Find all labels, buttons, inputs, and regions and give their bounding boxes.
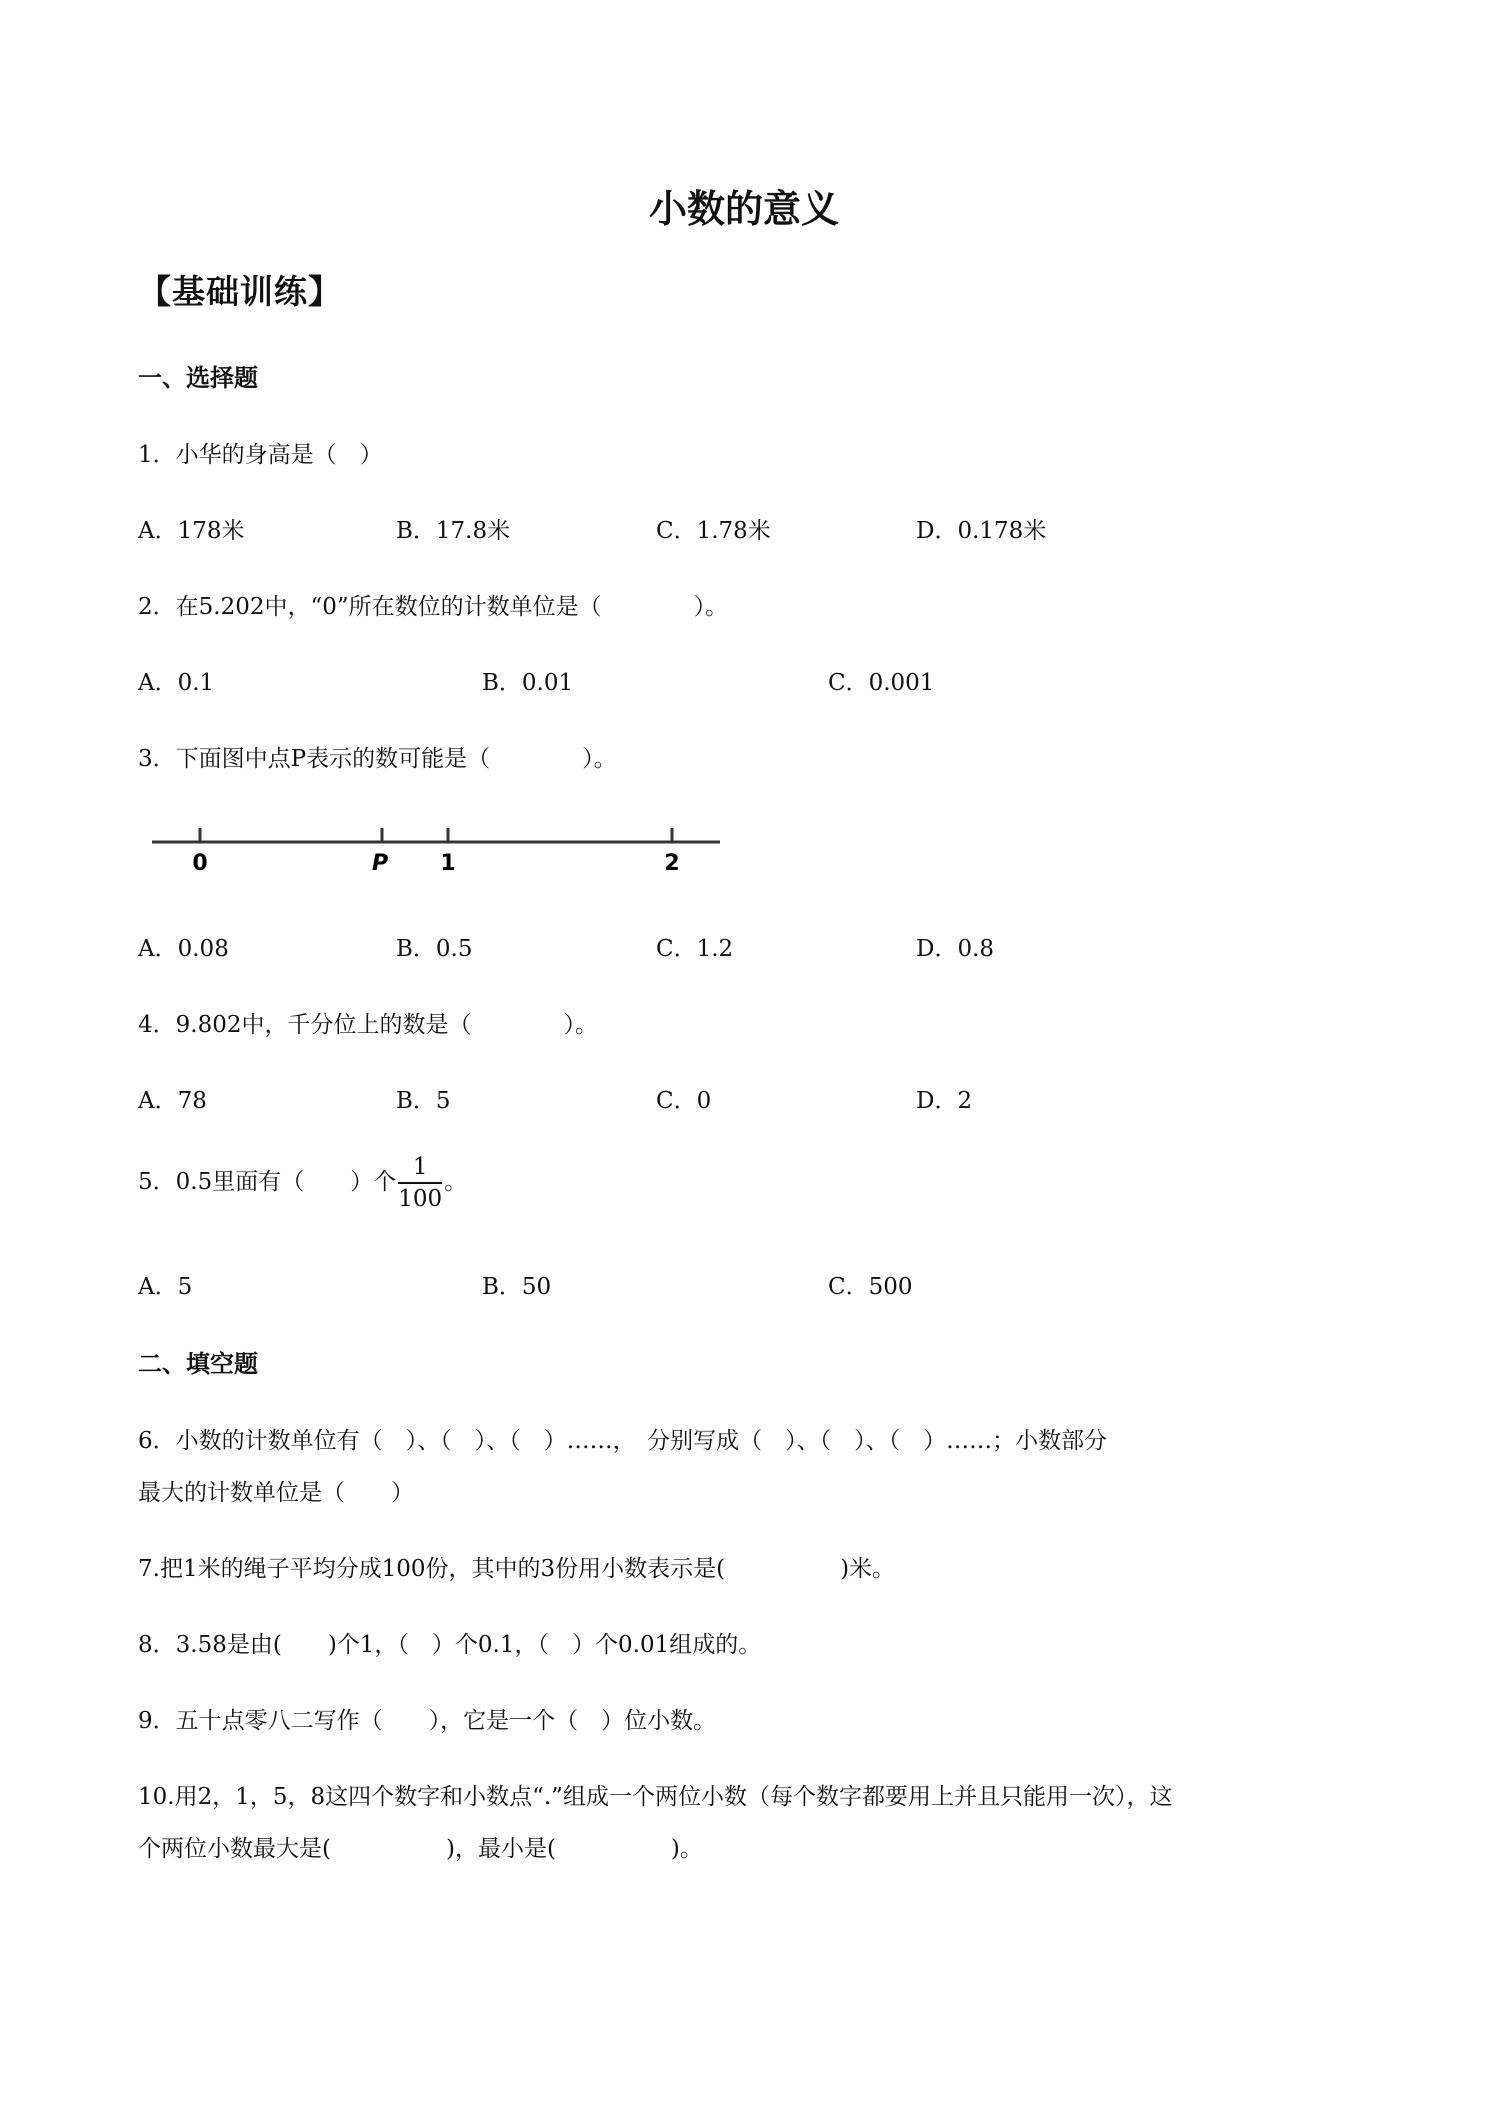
q3-option-c: C．1.2 <box>656 936 734 962</box>
section-heading: 【基础训练】 <box>138 272 342 311</box>
q4-option-c: C．0 <box>656 1088 712 1114</box>
q4-option-a: A．78 <box>138 1088 207 1114</box>
q2-option-b: B．0.01 <box>482 670 574 696</box>
tick-label-0: 0 <box>192 851 208 876</box>
q5-text-after: 。 <box>444 1169 468 1195</box>
q1-option-a: A．178米 <box>138 518 245 544</box>
q1-option-b: B．17.8米 <box>396 518 511 544</box>
tick-label-2: 2 <box>664 851 680 876</box>
question-7: 7.把1米的绳子平均分成100份，其中的3份用小数表示是( )米。 <box>138 1556 896 1582</box>
part1-heading: 一、选择题 <box>138 364 258 392</box>
question-2: 2．在5.202中，“0”所在数位的计数单位是（ ）。 <box>138 594 729 620</box>
fraction-numerator: 1 <box>398 1152 442 1184</box>
q3-option-a: A．0.08 <box>138 936 229 962</box>
page-title: 小数的意义 <box>648 187 839 231</box>
question-1: 1．小华的身高是（ ） <box>138 442 383 468</box>
question-5 <box>138 1152 467 1214</box>
question-10-line-1: 10.用2，1，5，8这四个数字和小数点“.”组成一个两位小数（每个数字都要用上并且只能用一次），这 <box>138 1784 1173 1810</box>
q2-option-a: A．0.1 <box>138 670 215 696</box>
q5-option-a: A．5 <box>138 1274 193 1300</box>
question-6-line-2: 最大的计数单位是（ ） <box>138 1480 414 1506</box>
fraction-denominator: 100 <box>398 1186 443 1212</box>
q5-option-c: C．500 <box>828 1274 913 1300</box>
fraction-1-100 <box>398 1152 442 1214</box>
tick-label-1: 1 <box>440 851 456 876</box>
q4-option-b: B．5 <box>396 1088 451 1114</box>
q2-option-c: C．0.001 <box>828 670 935 696</box>
q1-option-c: C．1.78米 <box>656 518 771 544</box>
question-4: 4．9.802中，千分位上的数是（ ）。 <box>138 1012 598 1038</box>
question-3: 3．下面图中点P表示的数可能是（ ）。 <box>138 746 617 772</box>
question-9: 9．五十点零八二写作（ ），它是一个（ ）位小数。 <box>138 1708 717 1734</box>
q3-option-b: B．0.5 <box>396 936 473 962</box>
part2-heading: 二、填空题 <box>138 1350 258 1378</box>
question-10-line-2: 个两位小数最大是( )，最小是( )。 <box>138 1836 703 1862</box>
tick-label-p: P <box>371 851 389 876</box>
q1-option-d: D．0.178米 <box>916 518 1047 544</box>
q4-option-d: D．2 <box>916 1088 973 1114</box>
question-6-line-1: 6．小数的计数单位有（ ）、（ ）、（ ）……， 分别写成（ ）、（ ）、（ ）……；小数部分 <box>138 1428 1108 1454</box>
q3-option-d: D．0.8 <box>916 936 995 962</box>
number-line-figure <box>140 820 740 880</box>
question-8: 8．3.58是由( )个1，（ ）个0.1，（ ）个0.01组成的。 <box>138 1632 762 1658</box>
q5-text-before: 5．0.5里面有（ ）个 <box>138 1169 397 1195</box>
q5-option-b: B．50 <box>482 1274 552 1300</box>
